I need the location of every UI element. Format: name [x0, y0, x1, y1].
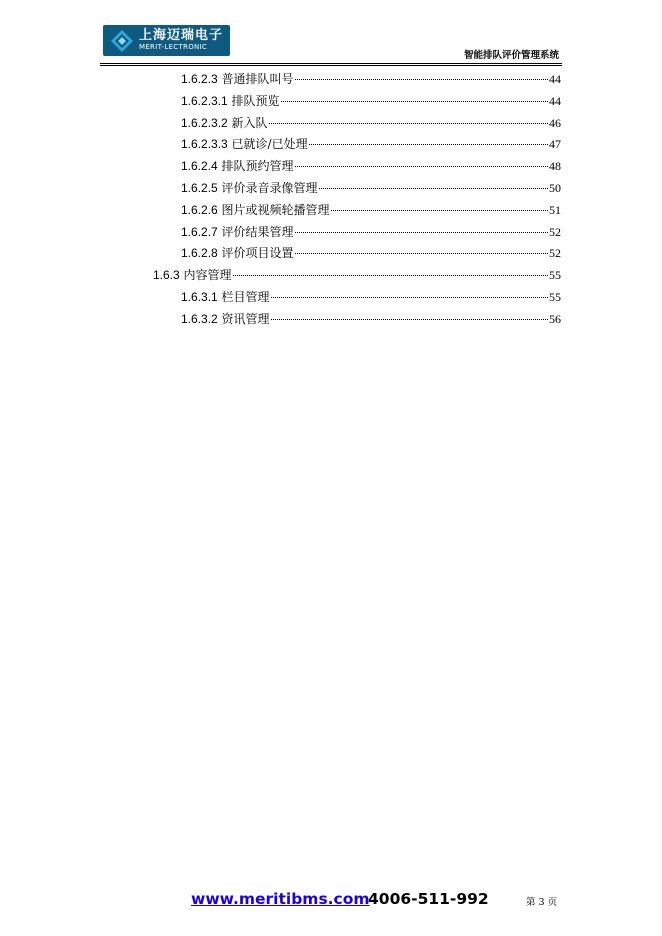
toc-leader-dots [271, 319, 548, 320]
toc-entry[interactable] [181, 223, 561, 239]
toc-entry-page: 44 [549, 72, 561, 86]
toc-entry-number: 1.6.3.1 [181, 290, 218, 304]
toc-entry-number: 1.6.2.5 [181, 181, 218, 195]
toc-entry-page: 50 [549, 181, 561, 195]
toc-entry-title: 内容管理 [183, 268, 232, 283]
toc-entry[interactable] [181, 157, 561, 173]
toc-entry-title: 评价录音录像管理 [221, 181, 318, 195]
toc-leader-dots [233, 275, 548, 276]
toc-entry-page: 55 [549, 268, 561, 283]
toc-entry-page: 47 [549, 137, 561, 152]
toc-entry-number: 1.6.2.4 [181, 159, 218, 174]
toc-entry-number: 1.6.3.2 [181, 311, 218, 326]
toc-leader-dots [281, 101, 548, 102]
toc-entry-number: 1.6.2.3.3 [181, 137, 228, 152]
toc-leader-dots [295, 253, 548, 254]
toc-entry[interactable] [181, 201, 561, 217]
toc-leader-dots [331, 210, 548, 211]
toc-entry-title: 普通排队叫号 [221, 72, 294, 86]
toc-entry-title: 排队预览 [231, 93, 280, 108]
toc-entry-page: 56 [549, 311, 561, 326]
toc-entry[interactable] [181, 135, 561, 151]
toc-entry-number: 1.6.2.3.1 [181, 93, 228, 108]
website-link[interactable]: www.meritibms.com [191, 890, 370, 908]
toc-leader-dots [295, 79, 548, 80]
toc-entry-number: 1.6.2.7 [181, 224, 218, 239]
logo-chinese-name: 上海迈瑞电子 [139, 28, 224, 43]
toc-entry-page: 48 [549, 159, 561, 174]
page-footer [0, 889, 662, 913]
toc-entry[interactable] [181, 70, 561, 86]
toc-entry-title: 排队预约管理 [221, 159, 294, 174]
toc-entry-page: 44 [549, 93, 561, 108]
toc-entry-number: 1.6.2.8 [181, 246, 218, 261]
toc-leader-dots [319, 188, 548, 189]
toc-leader-dots [295, 232, 548, 233]
toc-entry[interactable] [181, 310, 561, 326]
toc-entry[interactable] [181, 179, 561, 195]
toc-entry[interactable] [181, 114, 561, 130]
logo-emblem-icon [109, 28, 135, 54]
logo-english-name: MERIT-LECTRONIC [139, 43, 208, 51]
toc-entry-page: 52 [549, 224, 561, 239]
toc-entry[interactable] [181, 288, 561, 304]
toc-entry-title: 新入队 [231, 115, 268, 130]
toc-entry-title: 图片或视频轮播管理 [221, 202, 330, 217]
toc-entry-number: 1.6.3 [153, 268, 180, 283]
toc-entry-title: 评价项目设置 [221, 246, 294, 261]
toc-entry-page: 46 [549, 115, 561, 130]
toc-entry[interactable] [181, 244, 561, 260]
toc-entry-number: 1.6.2.6 [181, 202, 218, 217]
toc-entry-number: 1.6.2.3.2 [181, 115, 228, 130]
toc-leader-dots [295, 166, 548, 167]
toc-entry[interactable] [153, 266, 561, 282]
toc-entry-title: 资讯管理 [221, 311, 270, 326]
toc-entry-number: 1.6.2.3 [181, 72, 218, 86]
toc-entry-page: 52 [549, 246, 561, 261]
phone-number: 4006-511-992 [368, 890, 489, 908]
toc-leader-dots [269, 123, 548, 124]
document-header-title: 智能排队评价管理系统 [463, 50, 559, 61]
header-divider [100, 63, 562, 64]
page-number: 第 3 页 [526, 897, 558, 908]
header-divider-secondary [100, 65, 562, 66]
toc-entry-title: 栏目管理 [221, 290, 270, 304]
toc-entry-title: 评价结果管理 [221, 224, 294, 239]
toc-leader-dots [309, 144, 548, 145]
toc-entry-title: 已就诊/已处理 [231, 137, 308, 152]
toc-entry-page: 51 [549, 202, 561, 217]
company-logo [103, 25, 230, 56]
toc-entry[interactable] [181, 92, 561, 108]
toc-leader-dots [271, 297, 548, 298]
toc-entry-page: 55 [549, 290, 561, 304]
